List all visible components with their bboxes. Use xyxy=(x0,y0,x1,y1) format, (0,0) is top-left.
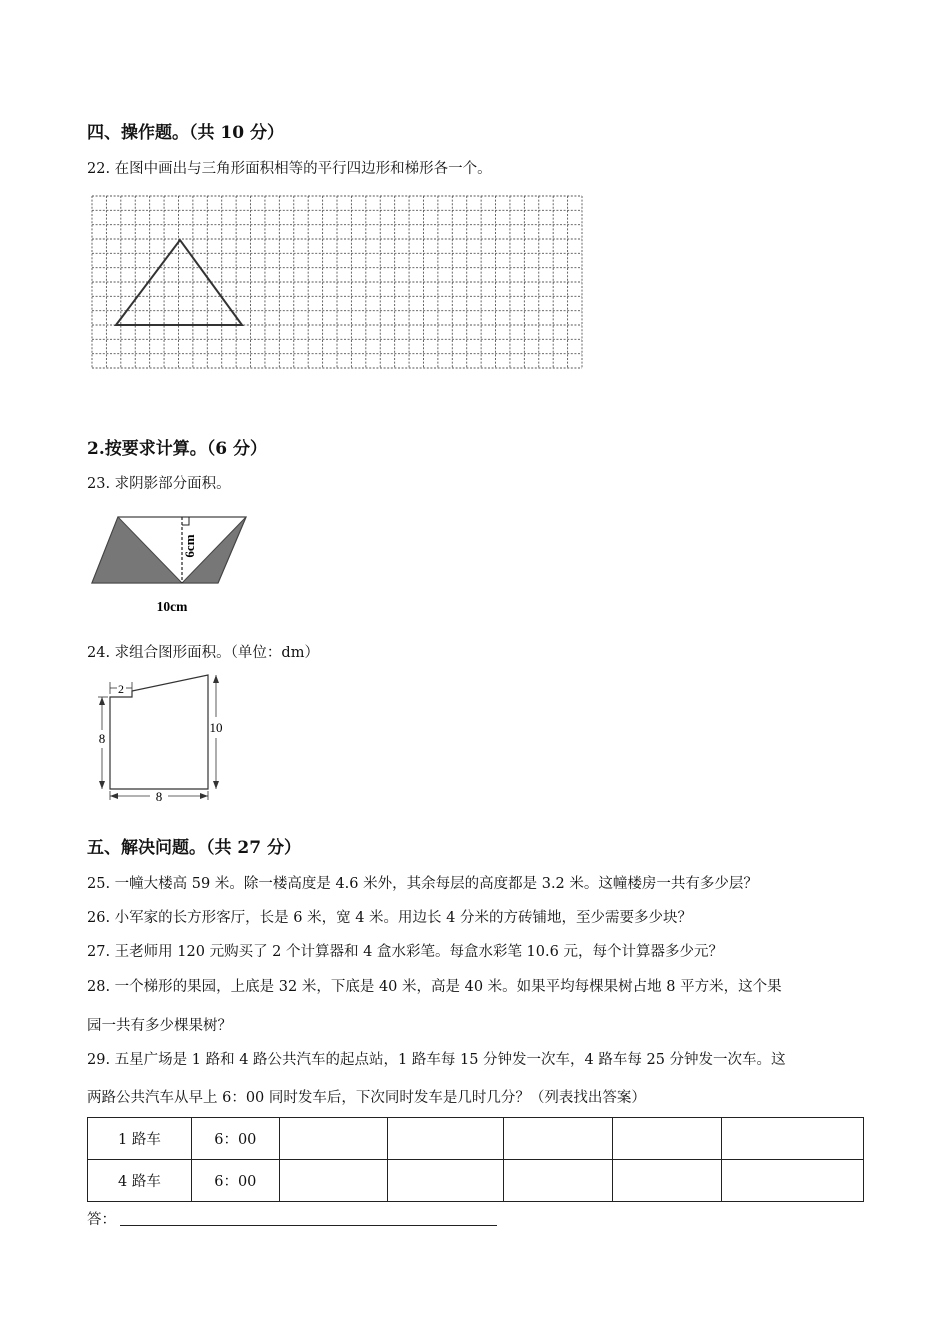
table-row xyxy=(88,1118,864,1160)
composite-figure xyxy=(90,668,240,803)
blank-cell[interactable] xyxy=(387,1160,504,1202)
question-23: 23. 求阴影部分面积。 xyxy=(87,476,231,492)
answer-line[interactable] xyxy=(120,1224,497,1226)
question-29-line2: 两路公共汽车从早上 6：00 同时发车后，下次同时发车是几时几分？（列表找出答案） xyxy=(87,1090,646,1106)
section-heading-calc: 2.按要求计算。（6 分） xyxy=(87,439,267,459)
section-heading-operation: 四、操作题。（共 10 分） xyxy=(87,123,284,143)
question-28-line1: 28. 一个梯形的果园，上底是 32 米，下底是 40 米，高是 40 米。如果平均每棵果树占地 8 平方米，这个果 xyxy=(87,979,782,995)
answer-label: 答： xyxy=(87,1212,116,1228)
question-25: 25. 一幢大楼高 59 米。除一楼高度是 4.6 米外，其余每层的高度都是 3.2 米。这幢楼房一共有多少层？ xyxy=(87,876,758,892)
bus-schedule-table xyxy=(87,1117,864,1202)
table-row xyxy=(88,1160,864,1202)
blank-cell[interactable] xyxy=(613,1118,722,1160)
height-label: 6cm xyxy=(182,534,197,558)
blank-cell[interactable] xyxy=(722,1160,864,1202)
bottom-dimension-label: 8 xyxy=(155,789,163,803)
base-label: 10cm xyxy=(156,599,188,614)
blank-cell[interactable] xyxy=(504,1118,613,1160)
shaded-figure xyxy=(88,510,258,620)
question-26: 26. 小军家的长方形客厅，长是 6 米，宽 4 米。用边长 4 分米的方砖铺地，至少需要多少块？ xyxy=(87,910,692,926)
blank-cell[interactable] xyxy=(504,1160,613,1202)
left-dimension-label: 8 xyxy=(98,731,106,746)
grid-figure xyxy=(90,194,585,370)
question-29-line1: 29. 五星广场是 1 路和 4 路公共汽车的起点站，1 路车每 15 分钟发一次车，4 路车每 25 分钟发一次车。这 xyxy=(87,1052,786,1068)
question-22: 22. 在图中画出与三角形面积相等的平行四边形和梯形各一个。 xyxy=(87,161,492,177)
composite-shape xyxy=(110,675,208,789)
blank-cell[interactable] xyxy=(613,1160,722,1202)
section-heading-problems: 五、解决问题。（共 27 分） xyxy=(87,838,301,858)
top-dimension-label: 2 xyxy=(118,682,124,696)
dotted-grid xyxy=(92,196,582,368)
blank-cell[interactable] xyxy=(722,1118,864,1160)
question-27: 27. 王老师用 120 元购买了 2 个计算器和 4 盒水彩笔。每盒水彩笔 10.6 元，每个计算器多少元？ xyxy=(87,944,723,960)
time-cell: 6：00 xyxy=(191,1160,279,1202)
blank-cell[interactable] xyxy=(387,1118,504,1160)
route-name-cell: 1 路车 xyxy=(88,1118,192,1160)
blank-cell[interactable] xyxy=(279,1118,387,1160)
time-cell: 6：00 xyxy=(191,1118,279,1160)
right-dimension-label: 10 xyxy=(209,720,223,735)
question-24: 24. 求组合图形面积。（单位：dm） xyxy=(87,645,319,661)
question-28-line2: 园一共有多少棵果树？ xyxy=(87,1018,232,1034)
route-name-cell: 4 路车 xyxy=(88,1160,192,1202)
blank-cell[interactable] xyxy=(279,1160,387,1202)
